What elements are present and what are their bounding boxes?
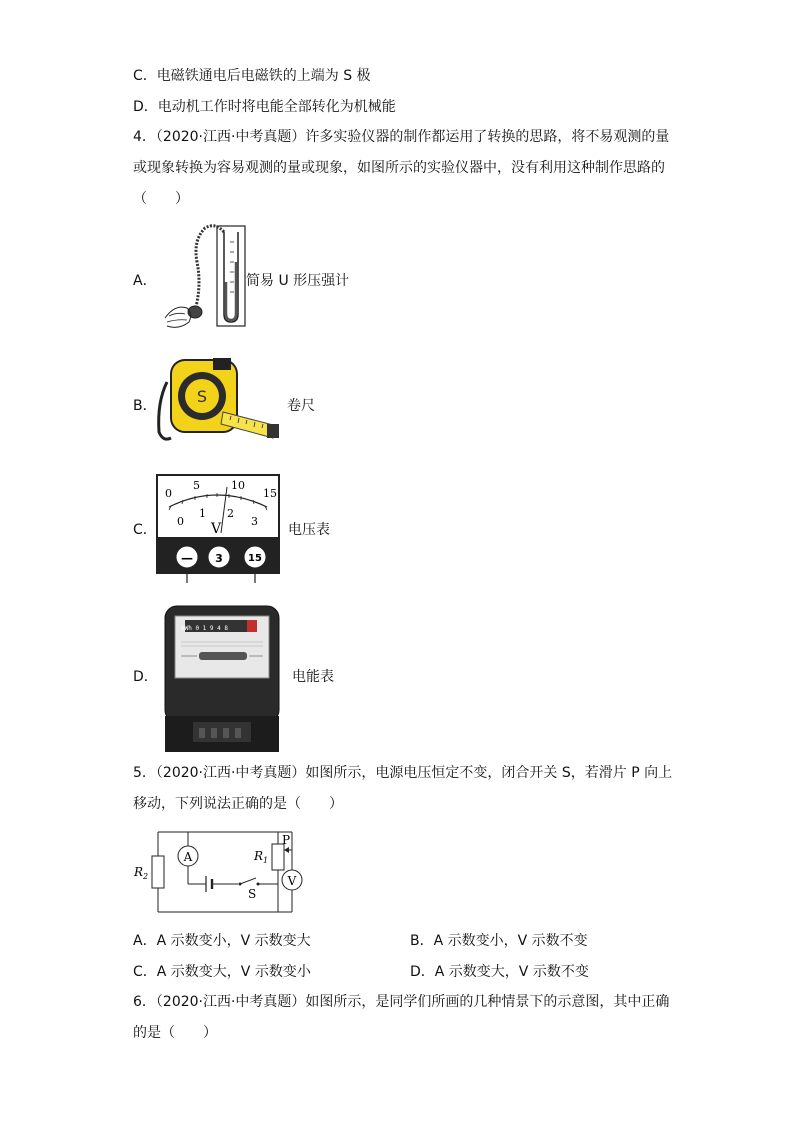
switch-label: S (248, 887, 257, 901)
q4-stem-line2: 或现象转换为容易观测的量或现象，如图所示的实验仪器中，没有利用这种制作思路的 (133, 160, 665, 176)
q4-stem-line3: （ ） (133, 191, 189, 207)
q5-answer-a: A．A 示数变小，V 示数变大 (133, 933, 311, 949)
voltmeter-bottom-tick-1: 1 (199, 507, 206, 520)
voltmeter-bottom-tick-2: 2 (227, 507, 234, 520)
energy-meter-figure (163, 604, 283, 754)
q5-answer-b: B．A 示数变小，V 示数不变 (410, 933, 588, 949)
slider-p (284, 847, 289, 853)
r2-resistor (152, 856, 164, 888)
q4-option-c-caption: 电压表 (288, 522, 330, 538)
voltmeter-figure (155, 473, 281, 585)
q3-option-d: D．电动机工作时将电能全部转化为机械能 (133, 99, 396, 115)
voltmeter-top-tick-15: 15 (263, 487, 277, 500)
voltmeter-bottom-tick-0: 0 (177, 515, 184, 528)
voltmeter-top-tick-0: 0 (165, 487, 172, 500)
q6-stem-line2: 的是（ ） (133, 1025, 217, 1041)
circuit-diagram (132, 828, 322, 916)
energy-meter-reading: kWh 0 1 9 4 8 (181, 625, 228, 632)
r1-label: $R_1$ (254, 849, 269, 865)
q4-option-d-letter: D． (133, 669, 158, 685)
voltmeter-unit-label: V (211, 521, 222, 537)
q5-answer-c: C．A 示数变大，V 示数变小 (133, 964, 311, 980)
q4-option-a-letter: A． (133, 273, 157, 289)
q5-answer-d: D．A 示数变大，V 示数不变 (410, 964, 589, 980)
voltmeter-terminal-15: 15 (248, 553, 262, 564)
q5-stem-line2: 移动，下列说法正确的是（ ） (133, 796, 343, 812)
q4-option-b-caption: 卷尺 (287, 398, 315, 414)
svg-text:S: S (196, 387, 208, 406)
voltmeter-terminal-negative: — (181, 551, 193, 565)
tape-measure-figure (153, 352, 283, 444)
r2-label: $R_2$ (134, 865, 149, 881)
voltmeter-top-tick-5: 5 (193, 479, 200, 492)
voltmeter-top-tick-10: 10 (231, 479, 245, 492)
q4-stem-line1: 4．（2020·江西·中考真题）许多实验仪器的制作都运用了转换的思路，将不易观测的量 (133, 129, 670, 145)
q3-option-c: C．电磁铁通电后电磁铁的上端为 S 极 (133, 68, 371, 84)
u-tube-manometer-figure (155, 222, 250, 334)
q4-option-a-caption: 简易 U 形压强计 (246, 273, 350, 289)
q4-option-c-letter: C． (133, 522, 157, 538)
q4-option-b-letter: B． (133, 398, 157, 414)
r1-rheostat (272, 844, 284, 870)
q4-option-d-caption: 电能表 (292, 669, 334, 685)
q6-stem-line1: 6．（2020·江西·中考真题）如图所示，是同学们所画的几种情景下的示意图，其中正确 (133, 994, 670, 1010)
q5-stem-line1: 5．（2020·江西·中考真题）如图所示，电源电压恒定不变，闭合开关 S，若滑片 P 向上 (133, 765, 673, 781)
switch-s (240, 878, 256, 884)
ammeter-label: A (183, 850, 193, 864)
slider-p-label: P (282, 833, 291, 847)
voltmeter-terminal-3: 3 (215, 552, 223, 565)
voltmeter-v-label: V (287, 874, 297, 888)
voltmeter-bottom-tick-3: 3 (251, 515, 258, 528)
